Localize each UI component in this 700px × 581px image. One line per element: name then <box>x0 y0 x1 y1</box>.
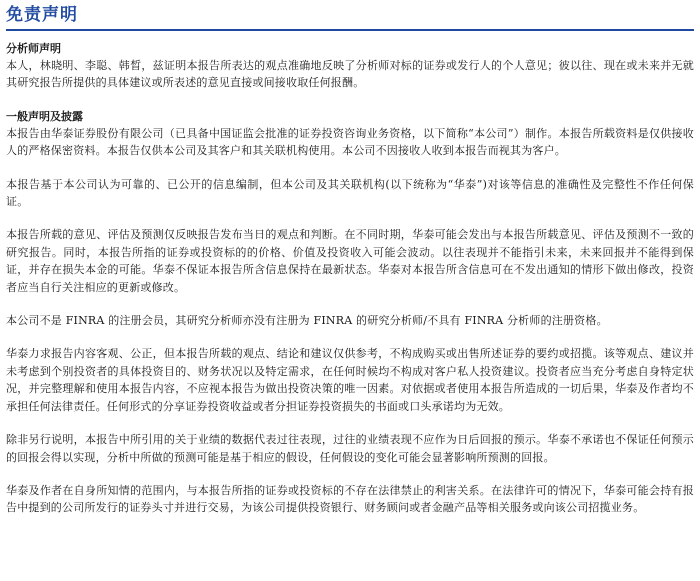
page-title: 免责声明 <box>6 5 78 25</box>
general-disclosure-heading: 一般声明及披露 <box>6 109 83 123</box>
disclosure-paragraph: 华泰力求报告内容客观、公正，但本报告所载的观点、结论和建议仅供参考，不构成购买或出售所述证券的要约或招揽。该等观点、建议并未考虑到个别投资者的具体投资目的、财务状况以及特定需求，在任何时候均不构成对客户私人投资建议。投资者应当充分考虑自身特定状况，并完整理解和使用本报告内容，不应视本报告为做出投资决策的唯一因素。对依据或者使用本报告所造成的一切后果，华泰及作者均不承担任何法律责任。任何形式的分享证券投资收益或者分担证券投资损失的书面或口头承诺均为无效。 <box>6 347 694 413</box>
disclaimer-page <box>6 0 694 517</box>
disclosure-paragraph: 本公司不是 FINRA 的注册会员，其研究分析师亦没有注册为 FINRA 的研究分析师/不具有 FINRA 分析师的注册资格。 <box>6 314 608 328</box>
disclosure-paragraph: 华泰及作者在自身所知情的范围内，与本报告所指的证券或投资标的不存在法律禁止的利害关系。在法律许可的情况下，华泰可能会持有报告中提到的公司所发行的证券头寸并进行交易，为该公司提供投资银行、财务顾问或者金融产品等相关服务或向该公司招揽业务。 <box>6 483 694 515</box>
disclosure-paragraph: 本报告所载的意见、评估及预测仅反映报告发布当日的观点和判断。在不同时期，华泰可能会发出与本报告所载意见、评估及预测不一致的研究报告。同时，本报告所指的证券或投资标的的价格、价值及投资收入可能会波动。以往表现并不能指引未来，未来回报并不能得到保证，并存在损失本金的可能。华泰不保证本报告所含信息保持在最新状态。华泰对本报告所含信息可在不发出通知的情形下做出修改，投资者应当自行关注相应的更新或修改。 <box>6 228 694 294</box>
analyst-statement-heading: 分析师声明 <box>6 42 61 55</box>
disclosure-paragraph: 本报告基于本公司认为可靠的、已公开的信息编制，但本公司及其关联机构(以下统称为“华泰”)对该等信息的准确性及完整性不作任何保证。 <box>6 177 694 209</box>
analyst-statement-text: 本人，林晓明、李聪、韩晳，兹证明本报告所表达的观点准确地反映了分析师对标的证券或发行人的个人意见；彼以往、现在或未来并无就其研究报告所提供的具体建议或所表述的意见直接或间接收取任何报酬。 <box>6 59 694 90</box>
disclosure-paragraph: 本报告由华泰证券股份有限公司（已具备中国证监会批准的证券投资咨询业务资格，以下简称“本公司”）制作。本报告所载资料是仅供接收人的严格保密资料。本报告仅供本公司及其客户和其关联机构使用。本公司不因接收人收到本报告而视其为客户。 <box>6 126 694 158</box>
disclosure-paragraph: 除非另行说明，本报告中所引用的关于业绩的数据代表过往表现，过往的业绩表现不应作为日后回报的预示。华泰不承诺也不保证任何预示的回报会得以实现，分析中所做的预测可能是基于相应的假设，任何假设的变化可能会显著影响所预测的回报。 <box>6 433 694 464</box>
